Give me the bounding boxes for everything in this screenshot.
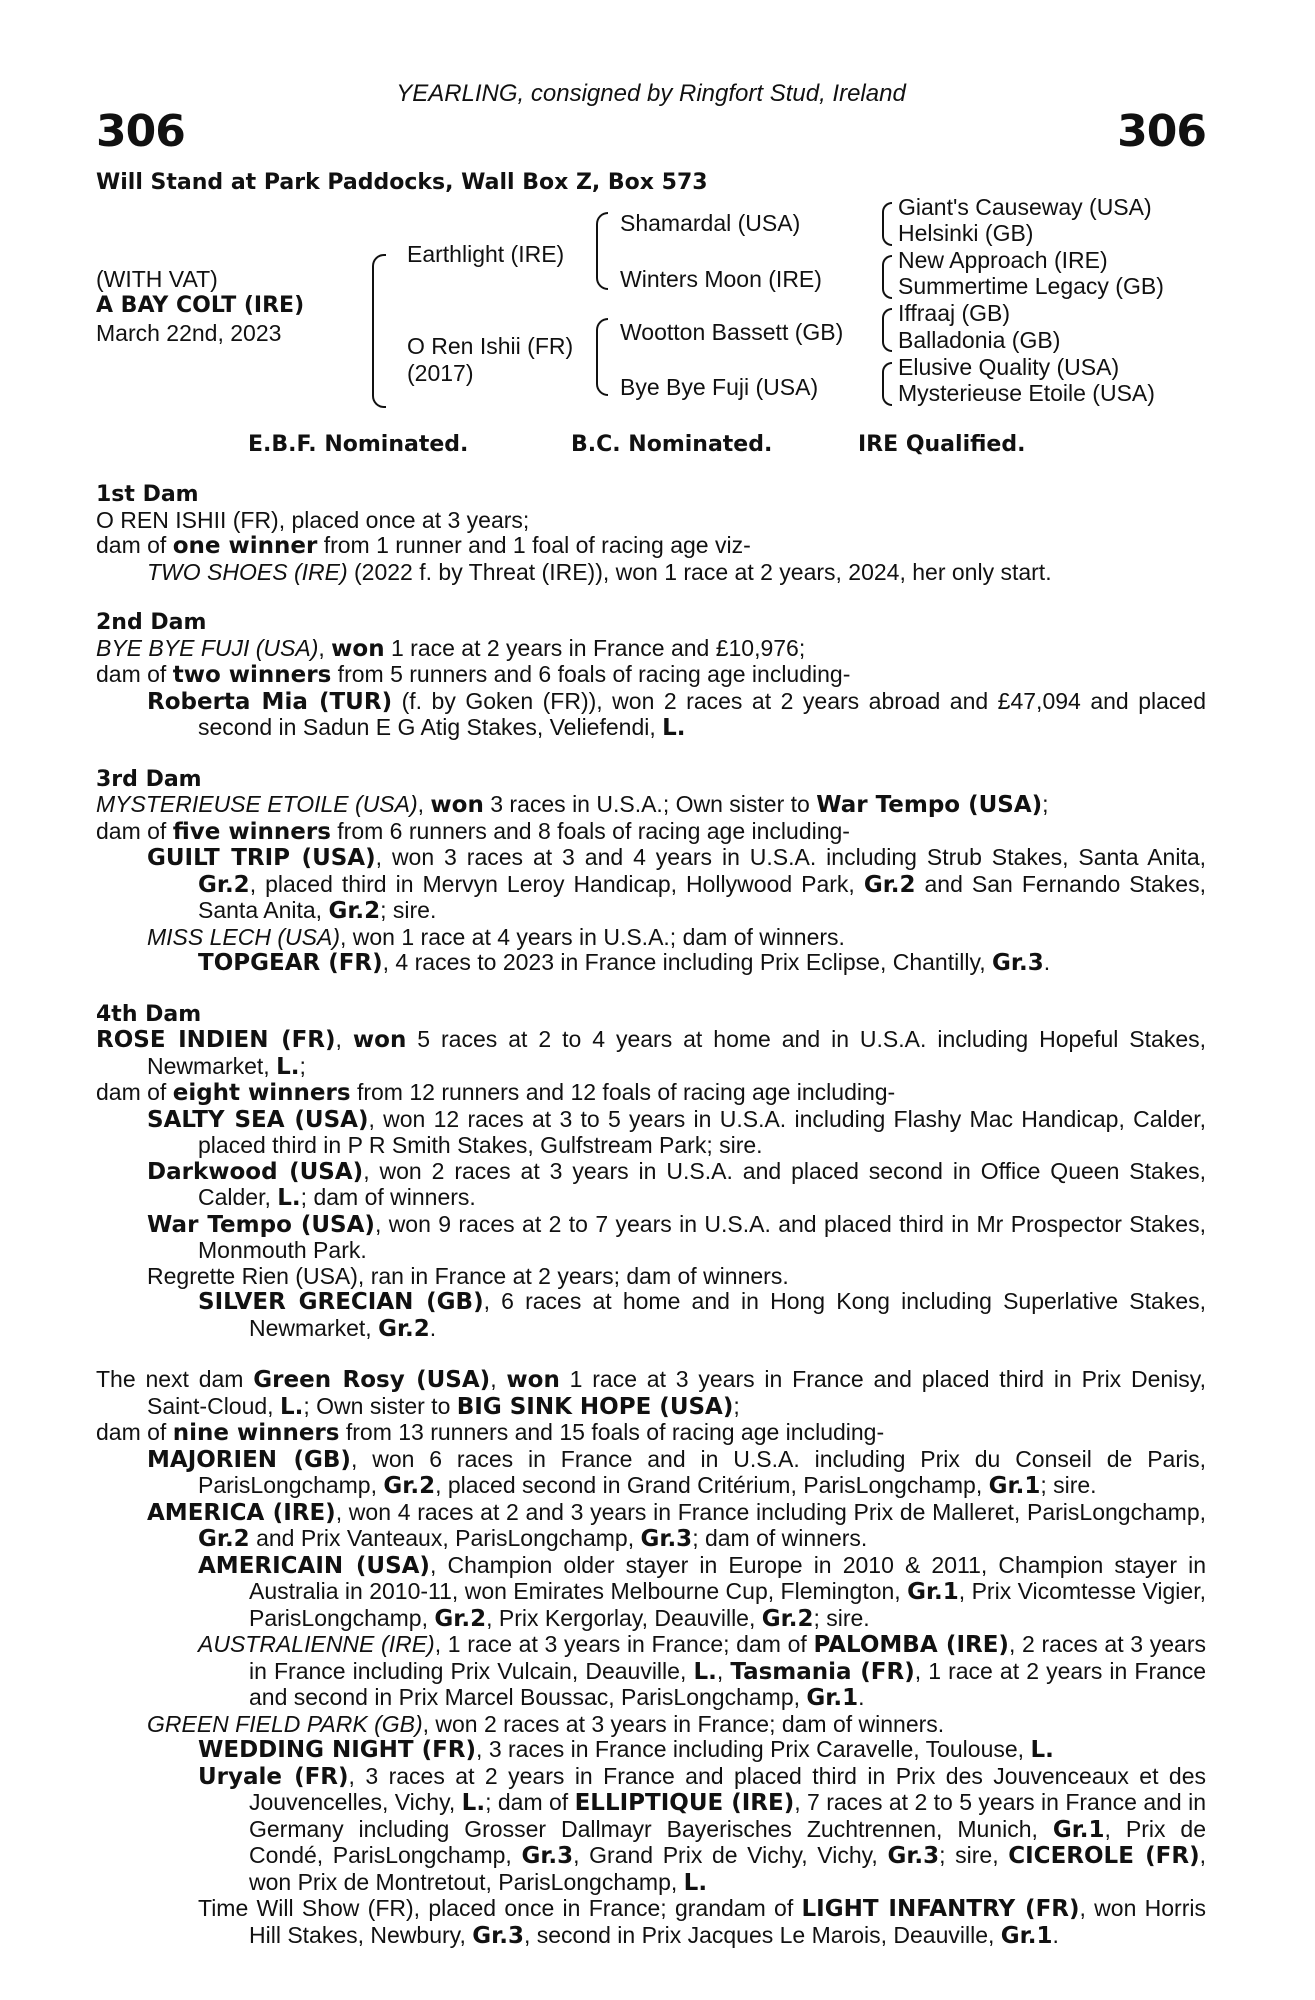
bold-text-run: Gr.1	[988, 1473, 1041, 1499]
dam-produce-summary	[96, 819, 1206, 846]
text-run: ,	[490, 1366, 507, 1392]
nominations	[96, 432, 1206, 460]
text-run: Regrette Rien (USA), ran in France at 2 years; dam of winners.	[147, 1262, 789, 1289]
text-run: ,	[318, 634, 332, 661]
bold-text-run: Gr.3	[992, 950, 1044, 976]
bold-text-run: L.	[683, 1869, 708, 1896]
bold-text-run: Gr.1	[907, 1579, 959, 1605]
bracket-sd	[882, 255, 892, 299]
bold-text-run: Gr.3	[472, 1922, 524, 1949]
dam-entry	[96, 792, 1206, 819]
bold-text-run: Gr.2	[328, 898, 381, 924]
dam-name: O Ren Ishii (FR)	[407, 333, 574, 359]
text-run: and San Fernando Stakes, Santa Anita,	[198, 870, 1206, 923]
text-run: , 4 races to 2023 in France including Prix Eclipse, Chantilly,	[382, 949, 993, 975]
text-run: , Prix Vicomtesse Vigier, ParisLongchamp,	[249, 1578, 1206, 1631]
text-run: , Prix de Condé, ParisLongchamp,	[249, 1815, 1206, 1868]
produce-entry	[96, 689, 1206, 742]
section-heading: 1st Dam	[96, 482, 199, 507]
text-run: dam of	[96, 1079, 173, 1105]
text-run: O REN ISHII (FR), placed once at 3 years;	[96, 506, 530, 533]
section-heading: 4th Dam	[96, 1001, 202, 1027]
bracket-dam	[596, 318, 608, 396]
bold-text-run: won	[506, 1367, 560, 1393]
text-run: , won Prix de Montretout, ParisLongchamp,	[249, 1842, 1206, 1895]
sire-name: Earthlight (IRE)	[407, 241, 565, 267]
bold-text-run: L.	[662, 715, 686, 741]
text-run: ; dam of winners.	[692, 1525, 868, 1551]
bold-text-run: five winners	[172, 818, 331, 845]
ds-sire: Iffraaj (GB)	[898, 300, 1011, 326]
dam-entry	[96, 1367, 1206, 1420]
text-run: , 1 race at 3 years in France; dam of	[434, 1631, 814, 1657]
text-run: , Champion older stayer in Europe in 2010 & 2011, Champion stayer in Australia in 2010-11, won Emirates Melbourne Cup, Flemington,	[249, 1551, 1206, 1604]
bold-text-run: SILVER GRECIAN (GB)	[198, 1289, 484, 1315]
dam-produce-summary	[96, 662, 1206, 689]
bracket-ds	[882, 308, 892, 352]
text-run: .	[429, 1314, 437, 1341]
text-run: from 6 runners and 8 foals of racing age including-	[330, 817, 850, 844]
bold-text-run: SALTY SEA (USA)	[147, 1106, 369, 1133]
bold-text-run: Gr.3	[887, 1843, 940, 1869]
text-run: ; Own sister to	[303, 1392, 457, 1419]
text-run: ; dam of winners.	[300, 1184, 476, 1210]
bold-text-run: BIG SINK HOPE (USA)	[456, 1393, 734, 1420]
bold-text-run: L.	[461, 1790, 486, 1816]
sire-sire: Shamardal (USA)	[620, 210, 801, 236]
bold-text-run: Gr.3	[640, 1526, 693, 1552]
bracket-main	[372, 254, 386, 408]
text-run: ;	[299, 1052, 306, 1079]
text-run: 1 race at 3 years in France and placed third in Prix Denisy, Saint-Cloud,	[147, 1366, 1206, 1419]
text-run: ,	[716, 1657, 731, 1684]
text-run: from 12 runners and 12 foals of racing age including-	[350, 1079, 896, 1105]
bold-text-run: WEDDING NIGHT (FR)	[198, 1737, 477, 1763]
bold-text-run: nine winners	[172, 1420, 340, 1446]
text-run: ;	[1042, 791, 1049, 817]
bold-text-run: Gr.1	[806, 1685, 859, 1711]
dam-year: (2017)	[407, 360, 474, 386]
text-run: .	[1052, 1921, 1059, 1948]
italic-text-run: BYE BYE FUJI (USA)	[96, 634, 319, 661]
bold-text-run: L.	[279, 1393, 304, 1420]
text-run: , won 9 races at 2 to 7 years in U.S.A. and placed third in Mr Prospector Stakes, Monmouth Park.	[198, 1210, 1206, 1263]
first-dam-section	[96, 482, 1206, 585]
bold-text-run: Gr.1	[1052, 1816, 1105, 1843]
dam-produce-summary	[96, 1080, 1206, 1107]
text-run: (f. by Goken (FR)), won 2 races at 2 years abroad and £47,094 and placed second in Sadun E G Atig Stakes, Veliefendi,	[198, 687, 1206, 740]
text-run: dam of	[96, 817, 173, 844]
produce-entry	[96, 1737, 1206, 1764]
bold-text-run: L.	[1030, 1737, 1054, 1763]
bold-text-run: MAJORIEN (GB)	[147, 1446, 351, 1473]
bold-text-run: L.	[276, 1053, 300, 1080]
bold-text-run: TOPGEAR (FR)	[198, 950, 383, 976]
horse-name: A BAY COLT (IRE)	[96, 293, 305, 318]
produce-entry	[96, 1632, 1206, 1712]
bold-text-run: eight winners	[172, 1080, 351, 1106]
bold-text-run: Tasmania (FR)	[730, 1658, 915, 1685]
bold-text-run: Gr.2	[383, 1473, 436, 1499]
next-dam-section	[96, 1367, 1206, 1949]
sd-dam: Summertime Legacy (GB)	[898, 273, 1164, 299]
text-run: , won 2 races at 3 years in France; dam of winners.	[422, 1710, 945, 1737]
dam-produce-summary	[96, 1420, 1206, 1447]
text-run: ; sire,	[939, 1842, 1009, 1868]
text-run: , 3 races in France including Prix Caravelle, Toulouse,	[476, 1736, 1031, 1762]
bold-text-run: Darkwood (USA)	[147, 1158, 364, 1185]
italic-text-run: TWO SHOES (IRE)	[147, 558, 348, 585]
dam-dam: Bye Bye Fuji (USA)	[620, 374, 819, 400]
bold-text-run: Gr.1	[1000, 1922, 1053, 1949]
second-dam-section	[96, 610, 1206, 742]
text-run: , placed third in Mervyn Leroy Handicap, Hollywood Park,	[249, 870, 864, 897]
section-heading: 2nd Dam	[96, 610, 207, 635]
text-run: 1 race at 2 years in France and £10,976;	[384, 634, 806, 661]
bold-text-run: Green Rosy (USA)	[253, 1367, 491, 1393]
bold-text-run: Gr.2	[198, 1526, 250, 1552]
bold-text-run: AMERICAIN (USA)	[198, 1552, 430, 1579]
bold-text-run: ROSE INDIEN (FR)	[96, 1027, 336, 1053]
bracket-ss	[882, 202, 892, 246]
text-run: from 13 runners and 15 foals of racing age including-	[339, 1419, 885, 1445]
bold-text-run: War Tempo (USA)	[816, 792, 1043, 818]
pedigree-table	[96, 196, 1206, 420]
text-run: ; dam of	[485, 1789, 575, 1815]
produce-entry	[96, 1553, 1206, 1633]
produce-entry	[96, 1264, 1206, 1290]
dam-line-body	[96, 482, 1206, 1974]
dam-sire: Wootton Bassett (GB)	[620, 319, 844, 345]
text-run: 5 races at 2 to 4 years at home and in U.S.A. including Hopeful Stakes, Newmarket,	[147, 1026, 1207, 1079]
bold-text-run: Gr.2	[198, 871, 250, 898]
produce-entry	[96, 1447, 1206, 1500]
text-run: The next dam	[96, 1366, 254, 1392]
bold-text-run: Gr.2	[378, 1315, 430, 1342]
vat-note: (WITH VAT)	[96, 266, 218, 292]
consignment-line: YEARLING, consigned by Ringfort Stud, Ireland	[396, 80, 906, 107]
bold-text-run: Uryale (FR)	[198, 1763, 349, 1790]
bold-text-run: Gr.2	[434, 1605, 487, 1632]
bold-text-run: Gr.2	[761, 1605, 814, 1632]
text-run: ; sire.	[1040, 1472, 1097, 1498]
produce-entry	[96, 1212, 1206, 1264]
foaling-date: March 22nd, 2023	[96, 320, 282, 346]
produce-entry	[96, 1500, 1206, 1553]
text-run: , won 2 races at 3 years in U.S.A. and placed second in Office Queen Stakes, Calder,	[198, 1157, 1206, 1210]
text-run: , won 1 race at 4 years in U.S.A.; dam of winners.	[339, 923, 845, 950]
bold-text-run: one winner	[172, 533, 318, 559]
dam-entry	[96, 508, 1206, 534]
produce-entry	[96, 1896, 1206, 1949]
dd-sire: Elusive Quality (USA)	[898, 354, 1120, 380]
catalogue-page	[96, 0, 1206, 2000]
bold-text-run: PALOMBA (IRE)	[813, 1632, 1009, 1658]
produce-entry	[96, 950, 1206, 977]
text-run: , won Horris Hill Stakes, Newbury,	[249, 1895, 1206, 1948]
section-heading: 3rd Dam	[96, 766, 202, 792]
produce-entry	[96, 1289, 1206, 1342]
text-run: ; sire.	[380, 897, 437, 923]
bold-text-run: two winners	[172, 662, 332, 688]
bold-text-run: LIGHT INFANTRY (FR)	[801, 1896, 1080, 1922]
text-run: Time Will Show (FR), placed once in France; grandam of	[198, 1895, 802, 1921]
italic-text-run: MISS LECH (USA)	[147, 923, 340, 950]
third-dam-section	[96, 767, 1206, 977]
text-run: , 7 races at 2 to 5 years in France and in Germany including Grosser Dallmayr Bayerisches Zuchtrennen, Munich,	[249, 1789, 1207, 1842]
produce-entry	[96, 845, 1206, 925]
bold-text-run: Gr.2	[863, 871, 916, 898]
ire-qualified: IRE Qualified.	[858, 432, 1026, 457]
text-run: , 1 race at 2 years in France and second in Prix Marcel Boussac, ParisLongchamp,	[249, 1657, 1207, 1710]
bold-text-run: GUILT TRIP (USA)	[147, 845, 376, 871]
dam-produce-summary	[96, 533, 1206, 560]
text-run: (2022 f. by Threat (IRE)), won 1 race at 2 years, 2024, her only start.	[347, 558, 1052, 585]
produce-entry	[96, 560, 1206, 586]
text-run: , 6 races at home and in Hong Kong including Superlative Stakes, Newmarket,	[249, 1288, 1206, 1341]
bracket-dd	[882, 362, 892, 406]
bold-text-run: War Tempo (USA)	[147, 1211, 375, 1238]
italic-text-run: GREEN FIELD PARK (GB)	[147, 1710, 423, 1737]
text-run: , placed second in Grand Critérium, ParisLongchamp,	[435, 1472, 989, 1498]
bold-text-run: CICEROLE (FR)	[1008, 1843, 1200, 1869]
text-run: ; sire.	[813, 1604, 870, 1631]
italic-text-run: MYSTERIEUSE ETOILE (USA)	[96, 791, 418, 817]
bracket-sire	[596, 212, 608, 290]
produce-entry	[96, 1712, 1206, 1738]
bold-text-run: AMERICA (IRE)	[147, 1499, 336, 1526]
text-run: dam of	[96, 532, 173, 558]
ss-dam: Helsinki (GB)	[898, 220, 1034, 246]
text-run: , won 12 races at 3 to 5 years in U.S.A. including Flashy Mac Handicap, Calder, placed third in P R Smith Stakes, Gulfstream Park; sire.	[198, 1105, 1206, 1158]
stand-location: Will Stand at Park Paddocks, Wall Box Z, Box 573	[96, 170, 708, 195]
bold-text-run: Roberta Mia (TUR)	[147, 688, 393, 715]
bold-text-run: L.	[693, 1658, 717, 1685]
produce-entry	[96, 1159, 1206, 1212]
bold-text-run: Gr.3	[521, 1843, 574, 1869]
bold-text-run: ELLIPTIQUE (IRE)	[574, 1790, 795, 1816]
bc-nomination: B.C. Nominated.	[571, 432, 773, 457]
text-run: , 2 races at 3 years in France including Prix Vulcain, Deauville,	[249, 1631, 1206, 1684]
ebf-nomination: E.B.F. Nominated.	[248, 432, 469, 457]
italic-text-run: AUSTRALIENNE (IRE)	[198, 1631, 435, 1657]
dam-entry	[96, 1027, 1206, 1080]
ss-sire: Giant's Causeway (USA)	[898, 194, 1152, 220]
sire-dam: Winters Moon (IRE)	[620, 266, 822, 292]
bold-text-run: won	[430, 792, 484, 818]
text-run: , Grand Prix de Vichy, Vichy,	[573, 1842, 888, 1868]
text-run: .	[1043, 949, 1051, 975]
dd-dam: Mysterieuse Etoile (USA)	[898, 380, 1155, 406]
bold-text-run: L.	[277, 1185, 301, 1211]
text-run: from 1 runner and 1 foal of racing age viz-	[317, 532, 751, 558]
text-run: and Prix Vanteaux, ParisLongchamp,	[249, 1525, 641, 1551]
text-run: ,	[335, 1026, 353, 1052]
produce-entry	[96, 1107, 1206, 1159]
text-run: , won 3 races at 3 and 4 years in U.S.A. including Strub Stakes, Santa Anita,	[375, 844, 1207, 870]
produce-entry	[96, 925, 1206, 951]
text-run: ;	[733, 1392, 740, 1419]
produce-entry	[96, 1764, 1206, 1897]
text-run: .	[858, 1684, 865, 1710]
text-run: , Prix Kergorlay, Deauville,	[486, 1604, 762, 1631]
text-run: , won 6 races in France and in U.S.A. including Prix du Conseil de Paris, ParisLongchamp,	[198, 1445, 1207, 1498]
text-run: dam of	[96, 661, 173, 687]
text-run: , 3 races at 2 years in France and placed third in Prix des Jouvenceaux et des Jouvencelles, Vichy,	[249, 1762, 1206, 1815]
text-run: from 5 runners and 6 foals of racing age including-	[331, 661, 851, 687]
lot-number-right: 306	[1117, 106, 1206, 157]
sd-sire: New Approach (IRE)	[898, 247, 1108, 273]
text-run: , second in Prix Jacques Le Marois, Deauville,	[523, 1921, 1001, 1948]
text-run: ,	[417, 791, 431, 817]
text-run: , won 4 races at 2 and 3 years in France including Prix de Malleret, ParisLongchamp,	[335, 1498, 1207, 1525]
ds-dam: Balladonia (GB)	[898, 327, 1061, 353]
dam-entry	[96, 636, 1206, 663]
text-run: 3 races in U.S.A.; Own sister to	[483, 791, 817, 817]
lot-number-left: 306	[96, 106, 185, 157]
bold-text-run: won	[352, 1027, 407, 1053]
fourth-dam-section	[96, 1002, 1206, 1343]
bold-text-run: won	[331, 635, 385, 662]
text-run: dam of	[96, 1419, 173, 1445]
